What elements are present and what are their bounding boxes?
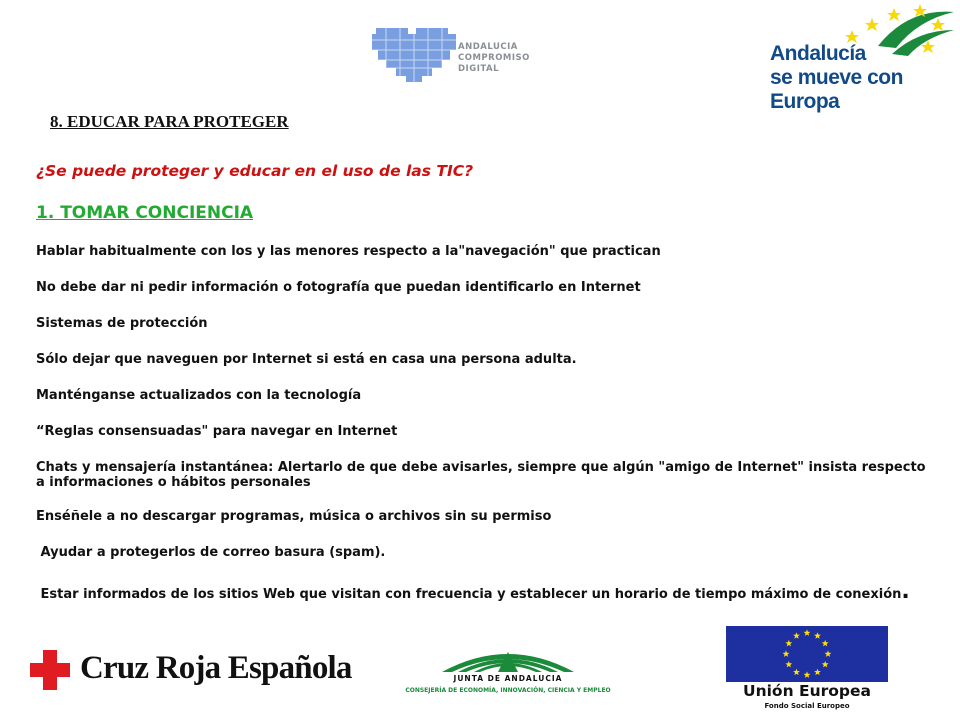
final-period: . — [901, 579, 910, 604]
point-8: Enséñele a no descargar programas, música o archivos sin su permiso — [36, 509, 552, 524]
ame-line-2: se mueve con Europa — [770, 66, 903, 113]
andalucia-compromiso-digital-logo — [372, 22, 532, 86]
ue-subtitle: Fondo Social Europeo — [764, 702, 850, 710]
junta-subtitle: CONSEJERÍA DE ECONOMÍA, INNOVACIÓN, CIENCIA Y EMPLEO — [405, 687, 611, 694]
eu-flag-icon — [726, 626, 888, 682]
union-europea-logo — [724, 626, 890, 718]
acd-logo-text — [458, 42, 538, 75]
junta-andalucia-logo — [372, 638, 644, 700]
point-1: Hablar habitualmente con los y las menores respecto a la"navegación" que practican — [36, 244, 661, 259]
red-cross-icon — [28, 648, 72, 692]
point-2: No debe dar ni pedir información o fotografía que puedan identificarlo en Internet — [36, 280, 641, 295]
acd-line-2: COMPROMISO — [458, 53, 530, 63]
point-7: Chats y mensajería instantánea: Alertarlo de que debe avisarles, siempre que algún "amigo de Internet" insista respecto a informaciones o hábitos personales — [36, 460, 926, 490]
points-list — [36, 244, 936, 626]
acd-line-3: DIGITAL — [458, 64, 499, 74]
cruz-roja-text: Cruz Roja Española — [80, 650, 352, 686]
ame-line-1: Andalucía — [770, 42, 866, 65]
point-6: “Reglas consensuadas" para navegar en Internet — [36, 424, 398, 439]
point-10-text: Estar informados de los sitios Web que visitan con frecuencia y establecer un horario de tiempo máximo de conexión — [36, 587, 902, 602]
point-4: Sólo dejar que naveguen por Internet si está en casa una persona adulta. — [36, 352, 577, 367]
junta-name: JUNTA DE ANDALUCIA — [453, 674, 563, 683]
point-10 — [36, 581, 936, 605]
andalucia-europa-text — [770, 42, 960, 114]
pixel-heart-icon — [372, 24, 456, 84]
point-5: Manténganse actualizados con la tecnología — [36, 388, 362, 403]
andalucia-europa-logo — [768, 2, 958, 113]
section-title: 8. EDUCAR PARA PROTEGER — [50, 112, 289, 131]
question-heading: ¿Se puede proteger y educar en el uso de las TIC? — [36, 162, 474, 180]
cruz-roja-logo — [28, 648, 352, 692]
subsection-title: 1. TOMAR CONCIENCIA — [36, 203, 254, 223]
ue-name: Unión Europea — [743, 682, 871, 700]
point-3: Sistemas de protección — [36, 316, 208, 331]
acd-line-1: ANDALUCIA — [458, 42, 518, 52]
junta-arch-icon — [372, 638, 644, 674]
point-9: Ayudar a protegerlos de correo basura (spam). — [36, 545, 386, 560]
